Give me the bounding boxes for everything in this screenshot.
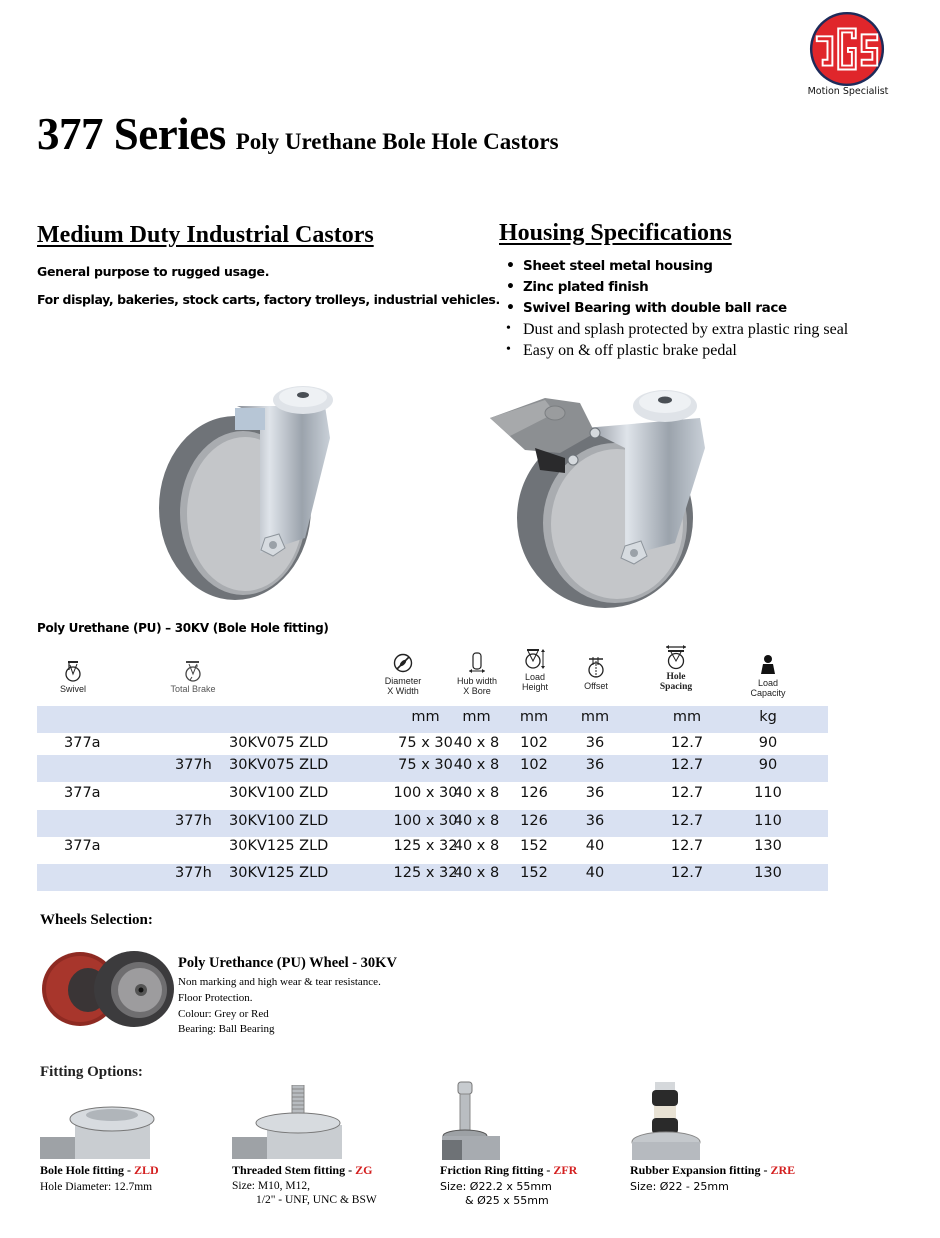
width-label: X Width [387,686,419,696]
brake-model-cell: 377h [175,865,212,881]
hole-spacing-cell: 12.7 [670,785,704,801]
fitting-separator: - [124,1163,134,1177]
hub-cell: 40 x 8 [453,785,500,801]
unit-cell: kg [759,709,777,725]
units-row [37,706,828,733]
capacity-cell: 130 [754,865,782,881]
product-code-cell: 30KV075 ZLD [229,735,329,751]
column-header-hub [452,650,502,696]
offset-cell: 36 [585,757,605,773]
fitting-spec: Size: Ø22 - 25mm [630,1180,729,1193]
diameter-cell: 125 x 32 [393,838,458,854]
usage-description: General purpose to rugged usage. [37,264,270,279]
hub-width-label: Hub width [456,676,498,686]
brake-castor-image [485,378,765,610]
fitting-code: ZFR [553,1163,578,1177]
fitting-separator: - [543,1163,554,1177]
table-row [37,810,828,837]
page-title [37,108,559,160]
diameter-cell: 100 x 30 [393,813,458,829]
offset-cell: 40 [585,838,605,854]
wheel-feature: Floor Protection. [178,992,253,1004]
offset-icon [585,655,607,679]
wheel-bearing: Bearing: Ball Bearing [178,1023,275,1035]
hole-spacing-cell: 12.7 [670,735,704,751]
table-row [37,837,828,864]
wheel-feature: Non marking and high wear & tear resistance. [178,976,381,988]
fitting-separator: - [760,1163,771,1177]
total-brake-label: Total Brake [170,684,216,694]
product-code-cell: 30KV125 ZLD [229,865,329,881]
capacity-cell: 90 [758,757,778,773]
weight-icon [758,654,778,676]
housing-spec-item: • Easy on & off plastic brake pedal [506,342,848,363]
swivel-castor-image [155,378,355,603]
capacity-label: Capacity [750,688,786,698]
hub-width-icon [466,650,488,674]
product-code-cell: 30KV125 ZLD [229,838,329,854]
logo-tagline: Motion Specialist [807,86,889,97]
fitting-code: ZRE [770,1163,796,1177]
housing-spec-item: • Sheet steel metal housing [506,258,848,279]
fitting-spec: Size: Ø22.2 x 55mm [440,1180,552,1193]
hole-spacing-cell: 12.7 [670,757,704,773]
hole-spacing-cell: 12.7 [670,838,704,854]
housing-spec-list [506,258,848,363]
product-code-cell: 30KV100 ZLD [229,813,329,829]
load-height-cell: 152 [520,865,548,881]
column-header-load-capacity [746,654,790,698]
unit-cell: mm [580,709,610,725]
spec-table [37,706,828,891]
jgs-logo-icon [808,10,886,88]
brake-model-cell: 377h [175,813,212,829]
hole-spacing-cell: 12.7 [670,813,704,829]
housing-spec-item: • Swivel Bearing with double ball race [506,300,848,321]
unit-cell: mm [672,709,702,725]
column-header-swivel [52,660,94,694]
brake-model-cell: 377h [175,757,212,773]
fitting-separator: - [345,1163,356,1177]
hub-cell: 40 x 8 [453,865,500,881]
housing-spec-item: • Zinc plated finish [506,279,848,300]
column-header-load-height [516,648,554,692]
unit-cell: mm [519,709,549,725]
offset-cell: 40 [585,865,605,881]
table-row [37,733,828,755]
table-row [37,864,828,891]
fitting-spec: Size: M10, M12, [232,1180,310,1192]
fitting-spec: 1/2" - UNF, UNC & BSW [256,1194,377,1206]
unit-cell: mm [411,709,440,725]
table-caption: Poly Urethane (PU) – 30KV (Bole Hole fitting) [37,621,329,635]
column-header-diameter [378,652,428,696]
fitting-spec: & Ø25 x 55mm [465,1194,549,1207]
fitting-code: ZLD [134,1163,159,1177]
table-row [37,782,828,810]
diameter-cell: 100 x 30 [393,785,458,801]
product-code-cell: 30KV075 ZLD [229,757,329,773]
swivel-icon [63,660,83,682]
column-header-offset [577,655,615,691]
hole-spacing-icon [662,644,690,670]
load-height-cell: 152 [520,838,548,854]
swivel-model-cell: 377a [64,785,101,801]
diameter-cell: 75 x 30 [398,757,453,773]
swivel-model-cell: 377a [64,735,101,751]
load-height-cell: 102 [520,757,548,773]
capacity-cell: 110 [754,785,782,801]
wheels-selection-heading: Wheels Selection: [40,912,153,928]
diameter-cell: 125 x 32 [393,865,458,881]
capacity-cell: 110 [754,813,782,829]
housing-spec-item: • Dust and splash protected by extra plastic ring seal [506,321,848,342]
column-header-hole-spacing [652,644,700,692]
fitting-name-zld [40,1163,159,1178]
diameter-icon [392,652,414,674]
housing-specifications-heading: Housing Specifications [499,220,732,246]
hub-cell: 40 x 8 [453,735,500,751]
offset-cell: 36 [585,785,605,801]
fitting-name-zg [232,1163,372,1178]
wheel-colour: Colour: Grey or Red [178,1008,269,1020]
hole-spacing-cell: 12.7 [670,865,704,881]
fitting-options-heading: Fitting Options: [40,1064,143,1080]
series-title: 377 Series [37,109,226,159]
diameter-cell: 75 x 30 [398,735,453,751]
threaded-stem-fitting-image [232,1085,352,1159]
fitting-label: Rubber Expansion fitting [630,1163,761,1177]
fitting-name-zre [630,1163,795,1178]
fitting-label: Bole Hole fitting [40,1163,124,1177]
offset-cell: 36 [585,813,605,829]
bole-hole-fitting-image [40,1095,160,1159]
fitting-code: ZG [355,1163,373,1177]
hub-cell: 40 x 8 [453,838,500,854]
friction-ring-fitting-image [440,1080,502,1160]
total-brake-icon [183,660,203,682]
spacing-label: Spacing [659,682,693,692]
table-row [37,755,828,782]
fitting-label: Threaded Stem fitting [232,1163,346,1177]
fitting-spec: Hole Diameter: 12.7mm [40,1181,153,1193]
load-height-cell: 126 [520,785,548,801]
product-code-cell: 30KV100 ZLD [229,785,329,801]
applications-description: For display, bakeries, stock carts, factory trolleys, industrial vehicles. [37,292,500,307]
rubber-expansion-fitting-image [630,1080,702,1160]
wheel-name: Poly Urethance (PU) Wheel - 30KV [178,955,397,971]
swivel-label: Swivel [59,684,86,694]
hub-cell: 40 x 8 [453,813,500,829]
load-height-cell: 102 [520,735,548,751]
hole-label: Hole [666,672,686,682]
offset-label: Offset [584,681,608,691]
medium-duty-heading: Medium Duty Industrial Castors [37,222,374,248]
capacity-cell: 90 [758,735,778,751]
hub-cell: 40 x 8 [453,757,500,773]
fitting-name-zfr [440,1163,577,1178]
series-subtitle: Poly Urethane Bole Hole Castors [235,129,559,154]
column-header-total-brake [165,660,221,694]
load-height-cell: 126 [520,813,548,829]
offset-cell: 36 [585,735,605,751]
load-label: Load [524,672,546,682]
height-label: Height [521,682,548,692]
fitting-label: Friction Ring fitting [440,1163,544,1177]
bore-label: X Bore [463,686,491,696]
capacity-cell: 130 [754,838,782,854]
load-height-icon [524,648,546,670]
capacity-load-label: Load [757,678,779,688]
pu-wheels-image [38,950,176,1028]
diameter-label: Diameter [384,676,422,686]
swivel-model-cell: 377a [64,838,101,854]
unit-cell: mm [462,709,491,725]
